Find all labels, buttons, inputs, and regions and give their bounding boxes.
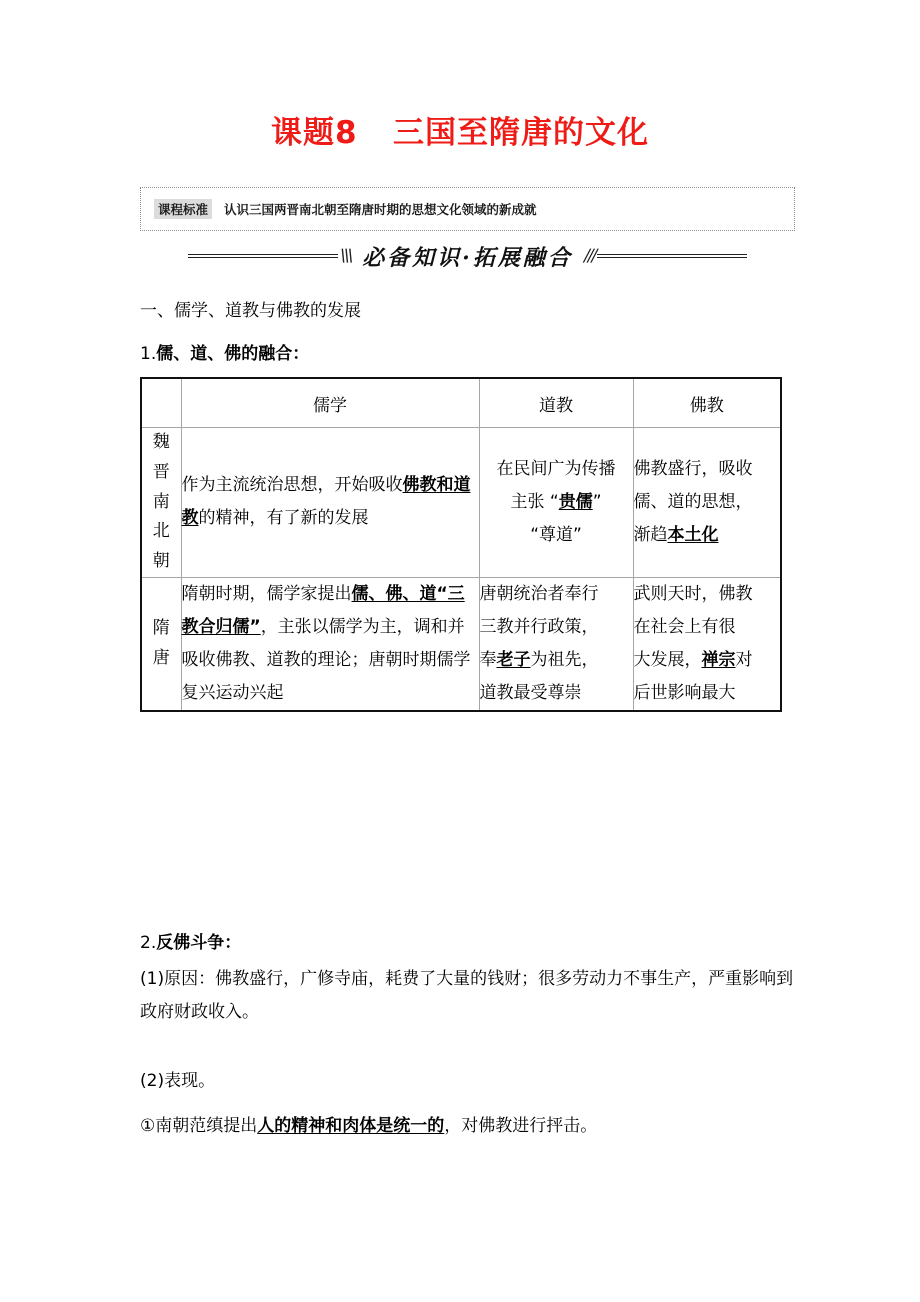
paragraph-manifestation-text: 表现。: [164, 1071, 216, 1091]
table-header-fojiao: 佛教: [633, 378, 781, 428]
banner-slashes-left-icon: \\\: [337, 245, 354, 266]
course-standard-tag: 课程标准: [154, 199, 212, 219]
cell-fojiao-2-line1: 武则天时，佛教: [633, 583, 753, 604]
paragraph-fanzhen-pre: 南朝范缜提出: [155, 1116, 258, 1136]
paragraph-manifestation-label: (2): [140, 1071, 165, 1091]
cell-fojiao-1: [633, 428, 781, 578]
table-header-row: [141, 378, 781, 428]
page-title-text: 课题8 三国至隋唐的文化: [271, 115, 649, 151]
cell-fojiao-2-line3-pre: 大发展，: [633, 650, 702, 671]
cell-ruxue-2-post: ，主张以儒学为主，调和并吸收佛教、道教的理论；唐朝时期儒学复兴运动兴起: [181, 616, 471, 704]
subsection-2-text: 反佛斗争：: [156, 933, 242, 953]
cell-fojiao-1-line3-pre: 渐趋: [633, 524, 668, 545]
paragraph-fanzhen-emph: 人的精神和肉体是统一的: [257, 1116, 445, 1136]
cell-fojiao-2-line2: 在社会上有很: [633, 616, 736, 637]
row-era-label-1: [141, 428, 181, 578]
cell-daojiao-1-line1: 在民间广为传播: [496, 458, 616, 479]
subsection-heading-1: [140, 339, 309, 364]
cell-daojiao-2-line3: [480, 644, 633, 677]
cell-daojiao-1-line3: “尊道”: [530, 524, 582, 545]
comparison-table: [140, 377, 782, 712]
cell-ruxue-1-pre: 作为主流统治思想，开始吸收: [181, 475, 403, 496]
section-banner: [140, 238, 795, 274]
banner-slashes-right-icon: ///: [581, 245, 598, 266]
page-title: [0, 116, 920, 152]
course-standard-box: [140, 187, 795, 231]
table-row: [141, 577, 781, 711]
table-header-ruxue: 儒学: [181, 378, 479, 428]
course-standard-text: 认识三国两晋南北朝至隋唐时期的思想文化领域的新成就: [224, 202, 537, 217]
cell-daojiao-2-line4: 道教最受尊崇: [479, 683, 582, 704]
cell-fojiao-2-line3-post: 对: [735, 650, 753, 671]
table-row: [141, 428, 781, 578]
cell-ruxue-2-pre: 隋朝时期，儒学家提出: [181, 583, 352, 604]
subsection-1-text: 儒、道、佛的融合：: [156, 344, 310, 364]
paragraph-fanzhen-post: ，对佛教进行抨击。: [444, 1116, 598, 1136]
cell-fojiao-1-line3-emph: 本土化: [667, 524, 719, 545]
cell-ruxue-1: [181, 428, 479, 578]
cell-daojiao-2-line3-emph: 老子: [496, 650, 531, 671]
paragraph-cause-label: (1): [140, 969, 165, 989]
cell-fojiao-1-line1: 佛教盛行，吸收: [633, 458, 753, 479]
table-header-blank: [141, 378, 181, 428]
cell-daojiao-1-line2-pre: 主张 “: [510, 491, 559, 512]
cell-ruxue-1-emph: 佛教和道教: [181, 475, 471, 529]
paragraph-fanzhen-label: ①: [140, 1116, 156, 1136]
cell-fojiao-1-line3: [634, 519, 781, 552]
row-era-label-2-text: 隋唐: [152, 618, 170, 669]
cell-daojiao-1: [479, 428, 633, 578]
subsection-1-number: 1.: [140, 344, 157, 364]
cell-ruxue-2-emph: 儒、佛、道“三教合归儒”: [181, 583, 465, 637]
subsection-2-number: 2.: [140, 933, 157, 953]
cell-ruxue-2: [181, 577, 479, 711]
banner-title: 必备知识·拓展融合: [362, 244, 573, 271]
table-header-daojiao: 道教: [479, 378, 633, 428]
paragraph-fanzhen: [140, 1110, 795, 1143]
cell-daojiao-2: [479, 577, 633, 711]
cell-daojiao-1-line2-emph: 贵儒: [558, 491, 593, 512]
banner-rule-left-icon: [188, 252, 338, 260]
cell-fojiao-2: [633, 577, 781, 711]
cell-fojiao-1-line2: 儒、道的思想，: [633, 491, 753, 512]
cell-fojiao-2-line4: 后世影响最大: [633, 683, 736, 704]
cell-daojiao-2-line3-post: 为祖先，: [530, 650, 599, 671]
paragraph-manifestation: [140, 1065, 795, 1098]
cell-daojiao-2-line3-pre: 奉: [479, 650, 497, 671]
paragraph-cause: [140, 963, 795, 1029]
row-era-label-1-text: 魏晋南北朝: [152, 432, 170, 571]
cell-daojiao-2-line1: 唐朝统治者奉行: [479, 583, 599, 604]
cell-fojiao-2-line3: [634, 644, 781, 677]
subsection-heading-2: [140, 928, 241, 953]
banner-rule-right-icon: [597, 252, 747, 260]
section-heading-1: 一、儒学、道教与佛教的发展: [140, 301, 361, 321]
cell-fojiao-2-line3-emph: 禅宗: [701, 650, 736, 671]
cell-ruxue-1-post: 的精神，有了新的发展: [198, 508, 369, 529]
cell-daojiao-1-line2: [480, 486, 633, 519]
cell-daojiao-2-line2: 三教并行政策，: [479, 616, 599, 637]
paragraph-cause-text: 原因：佛教盛行，广修寺庙，耗费了大量的钱财；很多劳动力不事生产，严重影响到政府财政收入。: [140, 969, 794, 1023]
row-era-label-2: [141, 577, 181, 711]
cell-daojiao-1-line2-post: ”: [592, 491, 602, 512]
